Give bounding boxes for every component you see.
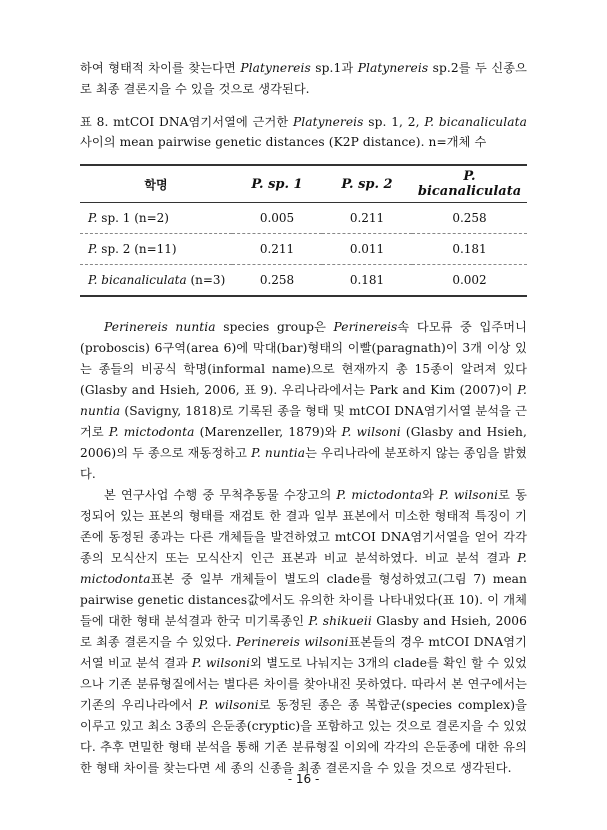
text: Glasby and Hsieh, 2006로 최종 결론지을 수 있었다.	[80, 614, 528, 649]
table-cell: 0.011	[322, 234, 412, 265]
species-name: P. bicanaliculata	[424, 115, 527, 129]
text: (Savigny, 1818)로 기록된 종을 형태 및 mtCOI DNA염기서열 분석을 근거로	[80, 404, 527, 439]
species-name: P. wilsoni	[341, 425, 401, 439]
row-label	[80, 203, 232, 234]
text: sp. 2 (n=11)	[97, 242, 177, 256]
paragraph-nuntia-group	[80, 317, 527, 485]
table-cell: 0.258	[412, 203, 527, 234]
column-header	[322, 165, 412, 203]
table-cell: 0.181	[412, 234, 527, 265]
text: 하여 형태적 차이를 찾는다면	[80, 61, 241, 75]
column-header	[232, 165, 322, 203]
text: sp. 1, 2,	[363, 115, 425, 129]
paragraph-intro	[80, 58, 527, 100]
distance-table	[80, 164, 527, 297]
table-cell: 0.181	[322, 265, 412, 297]
species-name: P. mictodonta	[108, 425, 195, 439]
text: 본 연구사업 수행 중 무척추동물 수장고의	[104, 488, 337, 502]
table-cell: 0.258	[232, 265, 322, 297]
species-name: P. wilsoni	[198, 698, 259, 712]
table-cell: 0.211	[232, 234, 322, 265]
table-caption	[80, 112, 527, 152]
row-label	[80, 265, 232, 297]
text: 로 동정된 종은 종 복합군(species complex)을 이루고 있고 최소 3종의 은둔종(cryptic)을 포함하고 있는 것으로 결론지을 수 있었다. 추후 면밀한 형태 분석을 통해 기존 분류형질 이외에 각각의 은둔종에 대한 유의한 형태 차이를 찾는다면 세 종의 신종을 최종 결론지을 수 있을 것으로 생각된다.	[80, 698, 527, 775]
text: 로 동정되어 있는 표본의 형태를 재검토 한 결과 일부 표본에서 미소한 형태적 특징이 기존에 동정된 종과는 다른 개체들을 발견하였고 mtCOI DNA염기서열을 얻어 각각 종의 모식산지 또는 모식산지 인근 표본과 비교 분석하였다. 비교 분석 결과	[80, 488, 527, 565]
species-name: Perinereis nuntia	[104, 320, 216, 334]
text: 사이의 mean pairwise genetic distances (K2P distance). n=개체 수	[80, 135, 487, 149]
table-header-row	[80, 165, 527, 203]
text: 속 다모류 중 입주머니(proboscis) 6구역(area 6)에 막대(bar)형태의 이빨(paragnath)이 3개 이상 있는 종들의 비공식 학명(informal name)으로 현재까지 총 15종이 알려져 있다(Glasby and Hsieh, 2006, 표 9). 우리나라에서는 Park and Kim (2007)이	[80, 320, 527, 397]
species-name: P. shikueii	[308, 614, 372, 628]
species-name: Perinereis wilsoni	[236, 635, 349, 649]
column-header-text: P. bicanaliculata	[417, 169, 522, 199]
column-header-text: P. sp. 2	[341, 176, 393, 192]
genus-name: Platynereis	[293, 115, 364, 129]
row-label	[80, 234, 232, 265]
table-cell: 0.002	[412, 265, 527, 297]
column-header: 학명	[80, 165, 232, 203]
column-header	[412, 165, 527, 203]
genus-name: Platynereis	[357, 61, 429, 75]
table-row	[80, 234, 527, 265]
text: (Marenzeller, 1879)와	[194, 425, 342, 439]
species-name: P. wilsoni	[191, 656, 251, 670]
genus-name: Platynereis	[240, 61, 311, 75]
text: 외 별도로 나눠지는 3개의 clade를 확인 할 수 있었으나 기존 분류형질에서는 별다른 차이를 찾아내진 못하였다. 따라서 본 연구에서는 기존의 우리나라에서	[80, 656, 527, 712]
text: 표본들의 경우 mtCOI DNA염기서열 비교 분석 결과	[80, 635, 528, 670]
text: species group은	[215, 320, 334, 334]
document-page	[80, 58, 527, 779]
text: (Glasby and Hsieh, 2006)의 두 종으로 재동정하고	[80, 425, 527, 460]
species-name: P. wilsoni	[438, 488, 499, 502]
text: 는 우리나라에 분포하지 않는 종임을 밝혔다.	[80, 446, 527, 481]
table-cell: 0.211	[322, 203, 412, 234]
text: sp.1과	[310, 61, 358, 75]
text: (n=3)	[186, 273, 226, 287]
species-name: P. nuntia	[80, 383, 527, 418]
table-row	[80, 265, 527, 297]
text: P.	[88, 211, 98, 225]
column-header-text: P. sp. 1	[251, 176, 303, 192]
table-cell: 0.005	[232, 203, 322, 234]
genus-name: Perinereis	[333, 320, 398, 334]
text: P.	[88, 242, 98, 256]
text: sp. 1 (n=2)	[97, 211, 169, 225]
text: 표본 중 일부 개체들이 별도의 clade를 형성하였고(그림 7) mean pairwise genetic distances값에서도 유의한 차이를 나타내었다(표 10). 이 개체들에 대한 형태 분석결과 한국 미기록종인	[80, 572, 527, 628]
text: 와	[422, 488, 439, 502]
text: P. bicanaliculata	[88, 273, 187, 287]
species-name: P. mictodonta	[336, 488, 422, 502]
paragraph-study-results	[80, 485, 527, 779]
page-number: - 16 -	[287, 772, 320, 786]
species-name: P. nuntia	[251, 446, 306, 460]
species-name: P. mictodonta	[80, 551, 527, 586]
table-row	[80, 203, 527, 234]
text: sp.2를 두 신종으로 최종 결론지을 수 있을 것으로 생각된다.	[80, 61, 528, 96]
text: 표 8. mtCOI DNA염기서열에 근거한	[80, 115, 293, 129]
